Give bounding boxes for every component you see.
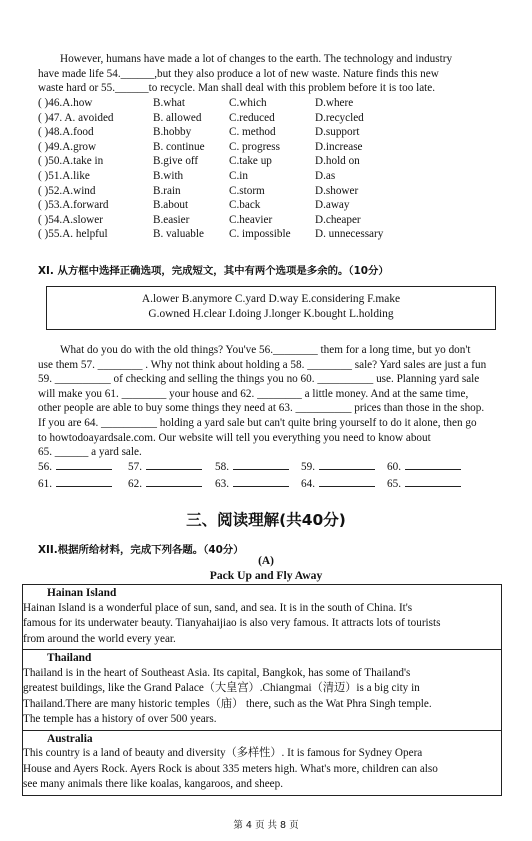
passage-line: use them 57. ________ . Why not think about holding a 58. ________ sale? Yard sales are just a fun [38, 358, 487, 371]
question-option: C. progress [229, 140, 280, 153]
word-bank-box [46, 286, 496, 330]
answer-blank[interactable]: 62. [128, 476, 202, 490]
question-option-a: ( )50.A.take in [38, 155, 104, 168]
part-title: 三、阅读理解(共40分) [186, 511, 346, 529]
answer-blank[interactable]: 58. [215, 459, 289, 473]
passage-line: However, humans have made a lot of changes to the earth. The technology and industry [60, 53, 453, 65]
question-option: B.give off [153, 155, 199, 168]
passage-line: to howtodoayardsale.com. Our website will tell you everything you need to know about [38, 431, 431, 444]
passage-label: (A) [258, 555, 274, 567]
cell-title: Australia [47, 732, 93, 745]
cell-title: Thailand [47, 652, 92, 664]
question-option: C. impossible [229, 228, 291, 241]
question-option: D.cheaper [315, 213, 361, 226]
question-option: D.where [315, 97, 354, 109]
question-option: B.hobby [153, 126, 192, 139]
question-option: B. continue [153, 140, 205, 153]
answer-blank[interactable]: 63. [215, 476, 289, 490]
question-option: C.in [229, 170, 248, 182]
passage-line: will make you 61. ________ your house and 62. ________ a little money. And at the same time, [38, 387, 469, 400]
answer-blank[interactable]: 57. [128, 459, 202, 473]
question-option: C.heavier [229, 213, 273, 226]
question-option-a: ( )54.A.slower [38, 213, 103, 226]
cell-body: Thailand is in the heart of Southeast Asia. Its capital, Bangkok, has some of Thailand's greatest buildings, like the Grand Palace（大皇宫）.Chiangmai（清迈）is a big city in Thailand.There are many historic temples（庙） there, such as the Wat Phra Singh temple. The temple has a history of over 500 years. [23, 666, 432, 725]
passage-line: If you are 64. __________ holding a yard sale but can't quite bring yourself to do it alone, then go [38, 416, 477, 429]
question-option: B.about [153, 199, 189, 212]
passage-line: 59. __________ of checking and selling the things you no 60. __________ use. Planning yard sale [38, 373, 480, 386]
answer-blank[interactable]: 56. [38, 459, 112, 473]
cloze-passage-1 [38, 52, 498, 96]
answer-blank[interactable]: 65. [387, 476, 461, 490]
question-option-a: ( )55.A. helpful [38, 228, 108, 241]
question-option: B.what [153, 97, 186, 109]
table-row [23, 730, 501, 795]
question-option: C.take up [229, 155, 272, 168]
question-option-a: ( )46.A.how [38, 97, 93, 109]
passage-line: waste hard or 55.______to recycle. Man shall deal with this problem before it is too late. [38, 82, 436, 95]
question-option: C.storm [229, 184, 265, 197]
question-option: B. allowed [153, 111, 202, 124]
answer-blank[interactable]: 59. [301, 459, 375, 473]
passage-line: What do you do with the old things? You've 56.________ them for a long time, but yo don't [60, 344, 471, 356]
answer-blank[interactable]: 64. [301, 476, 375, 490]
section-heading: XII.根据所给材料，完成下列各题。（40分） [38, 544, 244, 556]
reading-table [22, 584, 502, 796]
question-option: B. valuable [153, 228, 204, 241]
question-option-a: ( )51.A.like [38, 170, 90, 182]
answer-blank[interactable]: 60. [387, 459, 461, 473]
passage-line: have made life 54.______,but they also produce a lot of new waste. Nature finds this new [38, 67, 439, 80]
question-option: D.away [315, 199, 350, 212]
question-option: C.back [229, 199, 261, 212]
passage-line: other people are able to buy some things they need at 63. __________ prices than those in the shop. [38, 402, 485, 415]
question-option: B.rain [153, 184, 181, 197]
section-heading: XI. 从方框中选择正确选项，完成短文，其中有两个选项是多余的。（10分） [38, 265, 389, 277]
answer-blank[interactable]: 61. [38, 476, 112, 490]
table-row [23, 585, 501, 649]
passage-title: Pack Up and Fly Away [209, 569, 323, 582]
word-bank-row: G.owned H.clear I.doing J.longer K.bought L.holding [148, 308, 394, 320]
question-option: B.with [153, 170, 184, 182]
question-option: D.as [315, 170, 336, 182]
cell-body: This country is a land of beauty and diversity（多样性）. It is famous for Sydney Opera House and Ayers Rock. Ayers Rock is about 335 meters high. What's more, children can also see many animals there like koalas, kangaroos, and sheep. [23, 747, 438, 790]
question-option: B.easier [153, 213, 190, 226]
page-footer: 第 4 页 共 8 页 [233, 820, 299, 831]
question-option: C.reduced [229, 111, 275, 124]
table-row [23, 649, 501, 730]
question-option-a: ( )48.A.food [38, 126, 94, 139]
question-option: C.which [229, 97, 267, 109]
passage-line: 65. ______ a yard sale. [38, 446, 142, 459]
cell-body: Hainan Island is a wonderful place of sun, sand, and sea. It is in the south of China. It's famous for its underwater beauty. Tianyahaijiao is also very famous. It attracts lots of tourists from around the world every year. [23, 601, 441, 645]
question-option: D.support [315, 126, 360, 139]
question-option-a: ( )52.A.wind [38, 184, 96, 197]
question-option: D.shower [315, 184, 359, 197]
question-option: C. method [229, 126, 276, 139]
question-option: D.recycled [315, 111, 364, 124]
question-option-a: ( )49.A.grow [38, 140, 97, 153]
question-option: D.increase [315, 140, 363, 153]
question-option-a: ( )53.A.forward [38, 199, 109, 212]
question-option: D.hold on [315, 155, 360, 168]
word-bank-row: A.lower B.anymore C.yard D.way E.considering F.make [141, 293, 401, 305]
question-option: D. unnecessary [315, 228, 384, 241]
cloze-passage-2 [38, 343, 498, 460]
question-option-a: ( )47. A. avoided [38, 111, 114, 124]
cell-title: Hainan Island [47, 587, 117, 599]
